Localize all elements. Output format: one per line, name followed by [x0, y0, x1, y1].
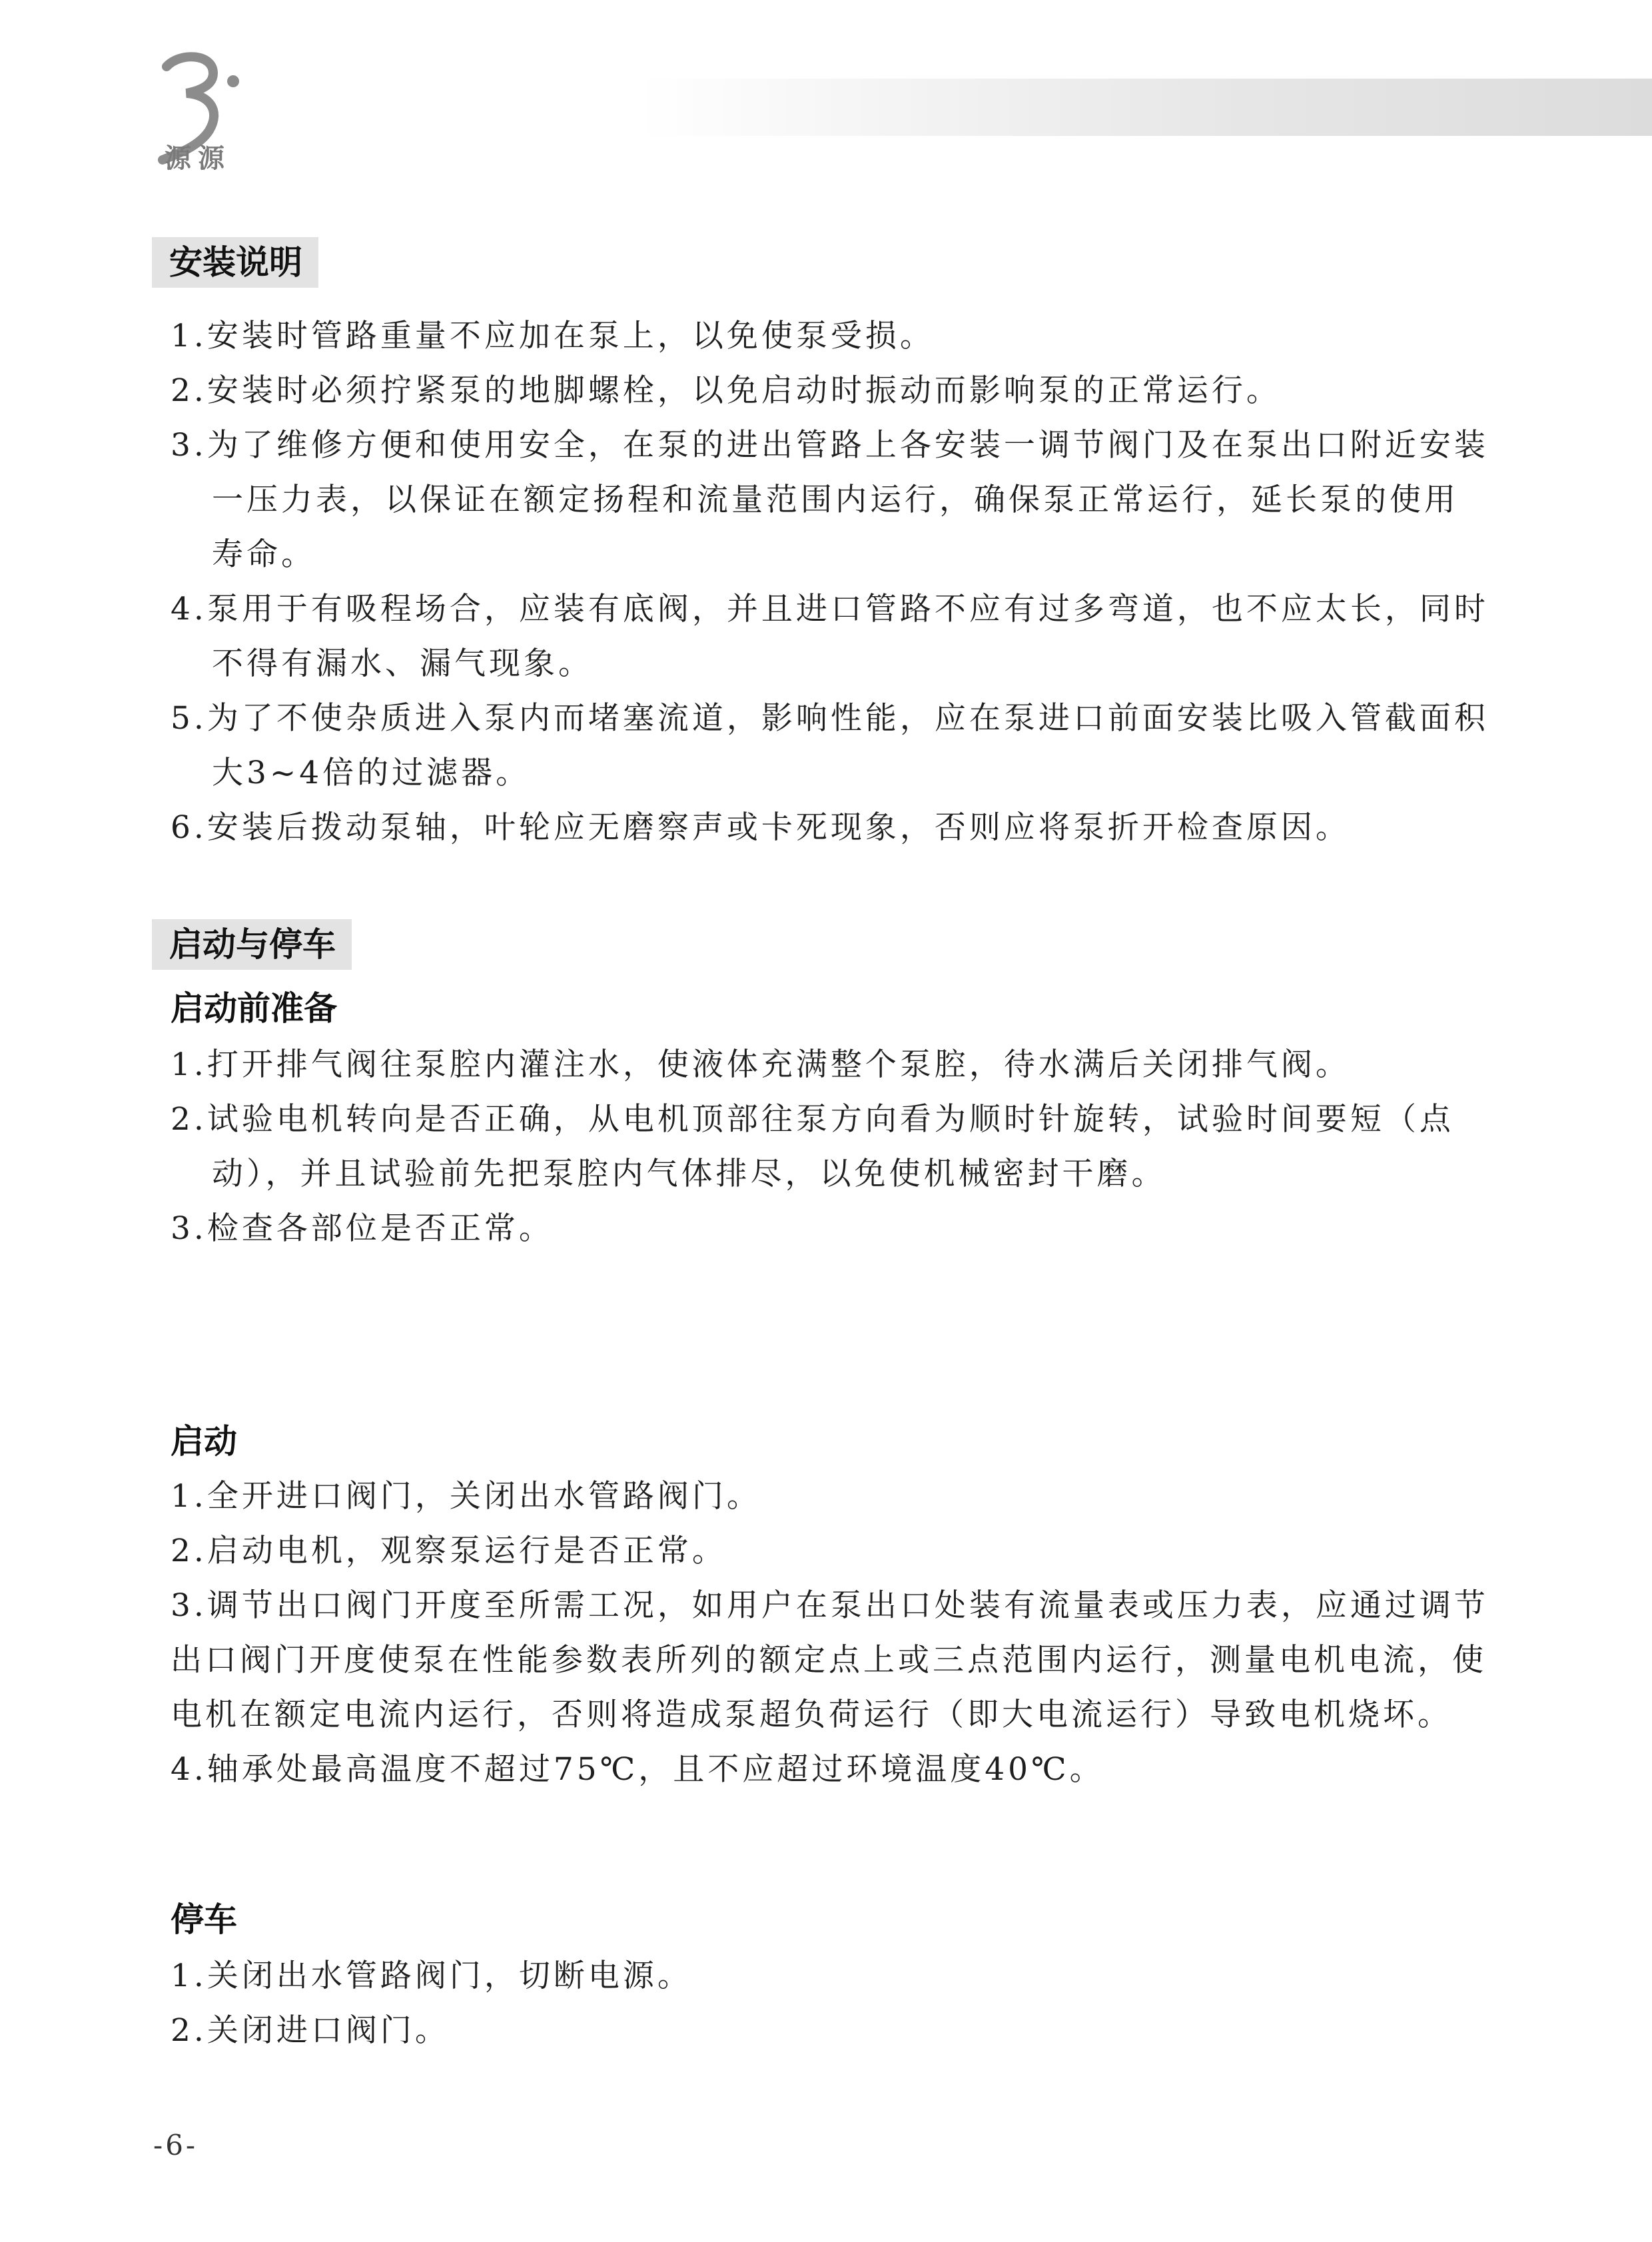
list-item: 1.安装时管路重量不应加在泵上，以免使泵受损。: [171, 318, 935, 354]
list-item: 6.安装后拨动泵轴，叶轮应无磨察声或卡死现象，否则应将泵折开检查原因。: [171, 809, 1350, 846]
section-title-install: 安装说明: [152, 237, 318, 288]
list-item: 2.启动电机，观察泵运行是否正常。: [171, 1533, 727, 1569]
list-item: 1.全开进口阀门，关闭出水管路阀门。: [171, 1478, 761, 1515]
list-item: 2.试验电机转向是否正确，从电机顶部往泵方向看为顺时针旋转，试验时间要短（点动），并且试验前先把泵腔内气体排尽，以免使机械密封干磨。: [171, 1101, 1454, 1192]
list-item: 1.关闭出水管路阀门，切断电源。: [171, 1958, 692, 1994]
list-item: 2.安装时必须拧紧泵的地脚螺栓，以免启动时振动而影响泵的正常运行。: [171, 372, 1281, 409]
subsection-title-stop: 停车: [171, 1900, 237, 1939]
list-item: 4.泵用于有吸程场合，应装有底阀，并且进口管路不应有过多弯道，也不应太长，同时不得有漏水、漏气现象。: [171, 591, 1489, 682]
list-item: 3.调节出口阀门开度至所需工况，如用户在泵出口处装有流量表或压力表，应通过调节出口阀门开度使泵在性能参数表所列的额定点上或三点范围内运行，测量电机电流，使电机在额定电流内运行，否则将造成泵超负荷运行（即大电流运行）导致电机烧坏。: [171, 1587, 1489, 1733]
list-item: 4.轴承处最高温度不超过75℃，且不应超过环境温度40℃。: [171, 1751, 1104, 1788]
section-title-start-stop: 启动与停车: [152, 919, 352, 970]
header-gradient-bar: [639, 79, 1652, 136]
install-list: [171, 309, 1489, 855]
list-item: 1.打开排气阀往泵腔内灌注水，使液体充满整个泵腔，待水满后关闭排气阀。: [171, 1046, 1350, 1083]
brand-logo-text: 源源: [165, 143, 231, 174]
list-item: 3.检查各部位是否正常。: [171, 1210, 554, 1247]
list-item: 3.为了维修方便和使用安全，在泵的进出管路上各安装一调节阀门及在泵出口附近安装一压力表，以保证在额定扬程和流量范围内运行，确保泵正常运行，延长泵的使用寿命。: [171, 427, 1489, 573]
start-list: [171, 1469, 1489, 1797]
page-number: -6-: [153, 2129, 199, 2161]
list-item: 2.关闭进口阀门。: [171, 2012, 450, 2049]
prep-list: [171, 1038, 1489, 1256]
stop-list: [171, 1949, 1489, 2058]
subsection-title-prep: 启动前准备: [171, 989, 337, 1028]
subsection-title-start: 启动: [171, 1422, 237, 1461]
list-item: 5.为了不使杂质进入泵内而堵塞流道，影响性能，应在泵进口前面安装比吸入管截面积大3~4倍的过滤器。: [171, 700, 1489, 791]
